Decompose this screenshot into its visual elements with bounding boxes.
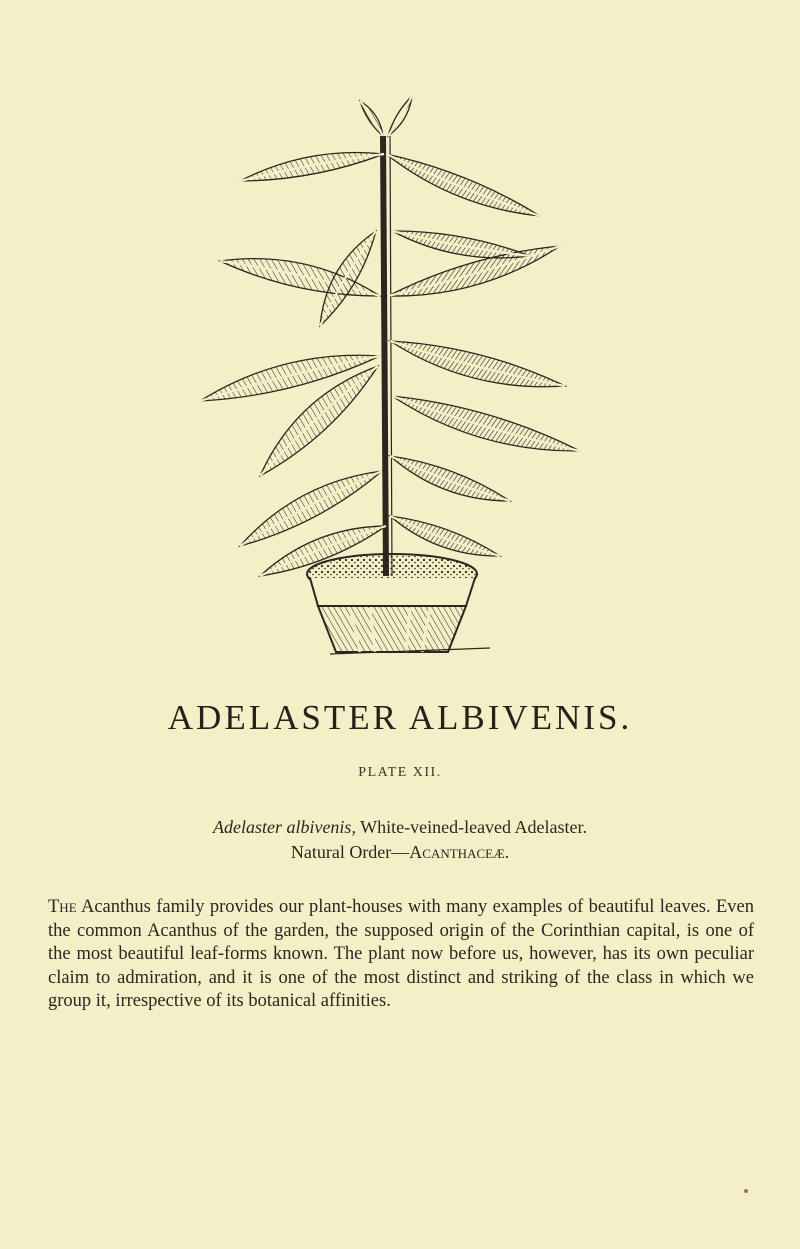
paragraph-text: Acanthus family provides our plant-houses with many examples of beautiful leaves. Even the common Acanthus of the garden, the supposed origin of the Corinthian capital, is one of the most beautiful leaf-forms known. The plant now before us, however, has its own peculiar claim to admiration, and it is one of the most distinct and striking of the class in which we group it, irrespective of its botanical affinities. xyxy=(48,897,754,1011)
leaf-vein xyxy=(388,96,412,136)
plate-number: PLATE XII. xyxy=(358,765,442,780)
order-line xyxy=(0,840,800,865)
order-prefix: Natural Order— xyxy=(290,842,410,862)
plant-engraving xyxy=(200,96,600,658)
stem xyxy=(383,136,386,576)
latin-name: Adelaster albivenis, xyxy=(212,817,356,837)
leaf xyxy=(390,516,500,556)
paper-speck xyxy=(744,1189,748,1193)
common-name: White-veined-leaved Adelaster. xyxy=(355,817,588,837)
plant-title: ADELASTER ALBIVENIS. xyxy=(167,698,633,737)
first-word: The xyxy=(48,897,77,917)
leaf-vein xyxy=(360,101,383,136)
plant-illustration xyxy=(200,96,600,658)
description-paragraph xyxy=(48,896,754,1014)
leaf xyxy=(390,456,510,501)
order-name: Acanthaceæ. xyxy=(409,842,510,862)
name-line xyxy=(0,815,800,840)
leaf xyxy=(386,154,540,216)
plant-names xyxy=(0,815,800,865)
flower-pot xyxy=(307,554,490,654)
leaf xyxy=(392,396,580,451)
